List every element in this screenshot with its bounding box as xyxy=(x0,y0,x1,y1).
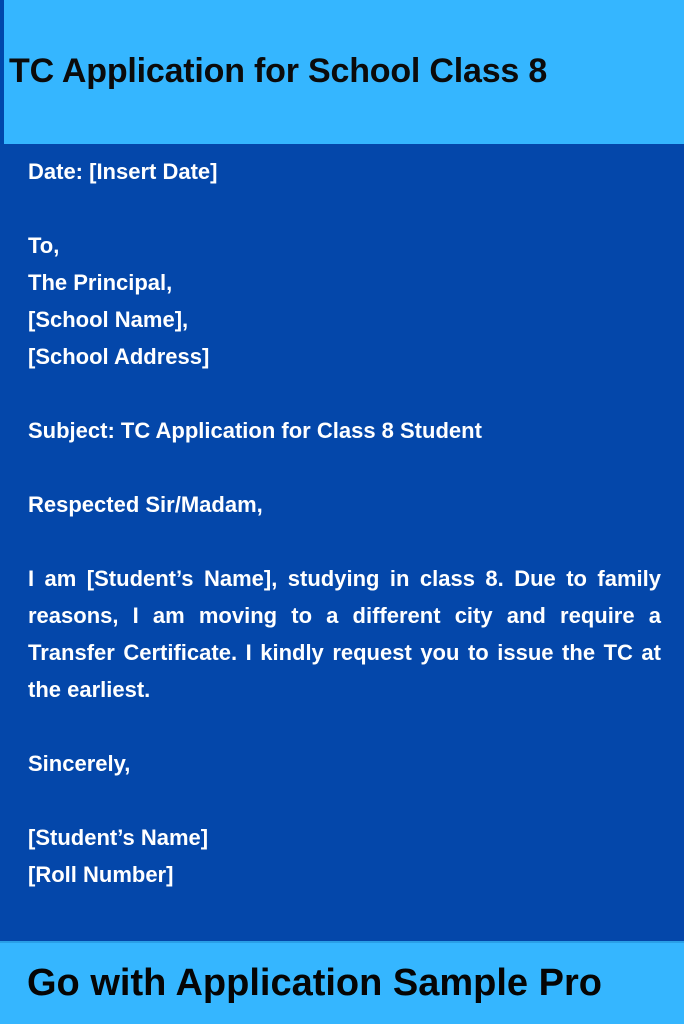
letter-body-paragraph: I am [Student’s Name], studying in class 8. Due to family reasons, I am moving to a different city and require a Transfer Certificate. I kindly request you to issue the TC at the earliest. xyxy=(28,566,661,702)
letter-student-name: [Student’s Name] xyxy=(28,825,209,850)
footer-banner xyxy=(0,941,684,1024)
spacer xyxy=(28,449,661,486)
letter-recipient: The Principal, xyxy=(28,270,173,295)
letter-date: Date: [Insert Date] xyxy=(28,159,218,184)
spacer xyxy=(28,708,661,745)
spacer xyxy=(28,375,661,412)
footer-brand-text: Go with Application Sample Pro xyxy=(27,962,602,1004)
spacer xyxy=(28,190,661,227)
letter-body xyxy=(28,153,661,893)
spacer xyxy=(28,782,661,819)
letter-school-name: [School Name], xyxy=(28,307,189,332)
letter-closing: Sincerely, xyxy=(28,751,131,776)
letter-roll-number: [Roll Number] xyxy=(28,862,174,887)
header-banner xyxy=(0,0,684,144)
letter-subject: Subject: TC Application for Class 8 Student xyxy=(28,418,482,443)
letter-school-address: [School Address] xyxy=(28,344,210,369)
letter-to: To, xyxy=(28,233,60,258)
spacer xyxy=(28,523,661,560)
letter-panel xyxy=(0,144,684,941)
page-title: TC Application for School Class 8 xyxy=(9,52,548,90)
letter-greeting: Respected Sir/Madam, xyxy=(28,492,263,517)
